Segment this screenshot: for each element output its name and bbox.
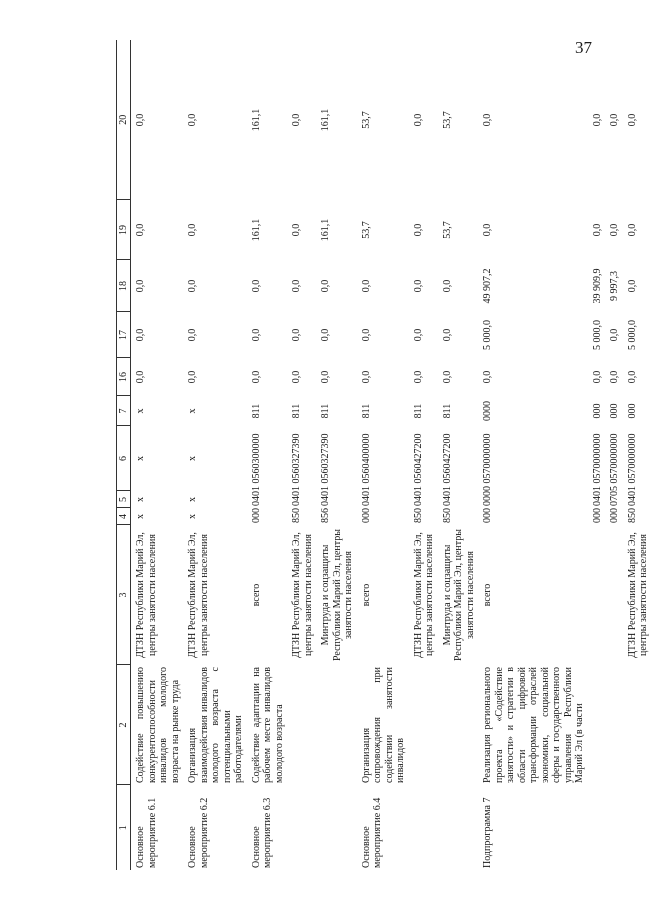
value-col-20-cell: 0,0 xyxy=(412,113,424,127)
target-article-cell: 0560327390 xyxy=(291,433,302,484)
value-col-17-cell: 0,0 xyxy=(412,328,424,342)
column-header: 7 xyxy=(117,396,131,426)
column-header: 6 xyxy=(117,426,131,491)
value-col-17-cell: 0,0 xyxy=(187,328,198,342)
grbs-cell: 000 xyxy=(250,508,262,523)
expense-type-cell: 811 xyxy=(250,403,262,419)
target-article-cell: 0570000000 xyxy=(482,433,493,484)
value-col-19-cell: 161,1 xyxy=(250,218,262,242)
executor-cell: ДТЗН Республики Марий Эл, центры занятости населения xyxy=(135,532,158,658)
column-header: 16 xyxy=(117,358,131,396)
grbs-cell: 000 xyxy=(360,508,372,523)
column-header: 19 xyxy=(117,200,131,260)
expense-type-cell: 000 xyxy=(591,403,603,419)
value-col-18-cell: 0,0 xyxy=(360,279,372,293)
table-row xyxy=(287,40,316,870)
target-article-cell: 0560327390 xyxy=(320,433,331,484)
item-code-cell: Основное мероприятие 6.1 xyxy=(135,797,158,868)
column-header: 1 xyxy=(117,785,131,870)
target-article-cell: 0560427200 xyxy=(441,433,453,484)
item-code-cell: Основное мероприятие 6.2 xyxy=(187,797,210,868)
section-cell: 0401 xyxy=(626,486,638,506)
item-name-cell: Содействие повышению конкурентоспособности инвалидов молодого возраста на рынке труда xyxy=(135,667,181,783)
table-row xyxy=(357,40,409,870)
expense-type-cell: 000 xyxy=(609,403,620,419)
value-col-19-cell: 161,1 xyxy=(320,218,331,242)
value-col-20-cell: 0,0 xyxy=(591,113,603,127)
item-code-cell xyxy=(588,785,606,870)
grbs-cell: 000 xyxy=(591,508,603,523)
value-col-18-cell: 0,0 xyxy=(412,279,424,293)
section-cell: 0401 xyxy=(441,486,453,506)
section-cell: 0401 xyxy=(360,486,372,506)
table-row xyxy=(438,40,479,870)
value-col-20-cell: 0,0 xyxy=(626,113,638,127)
table-row xyxy=(183,40,247,870)
value-col-17-cell: 5 000,0 xyxy=(626,320,638,350)
target-article-cell: х xyxy=(187,456,198,461)
table-row xyxy=(247,40,288,870)
target-article-cell: 0570000000 xyxy=(609,433,620,484)
column-header: 2 xyxy=(117,665,131,785)
column-header: 3 xyxy=(117,525,131,665)
grbs-cell: 000 xyxy=(609,508,620,523)
column-header: 17 xyxy=(117,312,131,358)
item-code-cell: Основное мероприятие 6.4 xyxy=(360,797,383,868)
value-col-16-cell: 0,0 xyxy=(482,370,493,384)
table-row xyxy=(478,40,588,870)
value-col-16-cell: 0,0 xyxy=(412,370,424,384)
expense-type-cell: 811 xyxy=(291,403,302,419)
budget-table xyxy=(116,40,652,870)
expense-type-cell: 000 xyxy=(626,403,638,419)
value-col-20-cell: 0,0 xyxy=(187,113,198,127)
section-cell: х xyxy=(187,497,198,502)
value-col-16-cell: 0,0 xyxy=(320,370,331,384)
item-code-cell xyxy=(409,785,438,870)
item-code-cell xyxy=(605,785,623,870)
table-row xyxy=(316,40,357,870)
executor-cell: ДТЗН Республики Марий Эл, центры занятости населения xyxy=(412,532,435,658)
table-row xyxy=(623,40,652,870)
item-code-cell xyxy=(438,785,479,870)
target-article-cell: х xyxy=(135,456,146,461)
executor-cell: всего xyxy=(360,583,372,607)
section-cell: 0401 xyxy=(320,486,331,506)
value-col-17-cell: 0,0 xyxy=(320,328,331,342)
value-col-19-cell: 0,0 xyxy=(591,223,603,237)
value-col-19-cell: 53,7 xyxy=(441,221,453,239)
value-col-19-cell: 0,0 xyxy=(291,223,302,237)
column-header: 5 xyxy=(117,491,131,508)
value-col-20-cell: 0,0 xyxy=(482,113,493,127)
value-col-19-cell: 0,0 xyxy=(626,223,638,237)
page-number: 37 xyxy=(575,38,592,57)
value-col-17-cell: 0,0 xyxy=(250,328,262,342)
item-name-cell xyxy=(588,665,606,785)
expense-type-cell: 811 xyxy=(360,403,372,419)
target-article-cell: 0570000000 xyxy=(626,433,638,484)
item-name-cell xyxy=(409,665,438,785)
section-cell: 0401 xyxy=(250,486,262,506)
value-col-17-cell: 0,0 xyxy=(291,328,302,342)
value-col-16-cell: 0,0 xyxy=(626,370,638,384)
expense-type-cell: 811 xyxy=(412,403,424,419)
executor-cell: Минтруда и соцзащиты Республики Марий Эл, центры занятости населения xyxy=(441,529,476,662)
section-cell: 0401 xyxy=(412,486,424,506)
executor-cell xyxy=(588,525,606,665)
section-cell: 0000 xyxy=(482,486,493,506)
item-name-cell xyxy=(287,665,316,785)
value-col-20-cell: 161,1 xyxy=(320,108,331,132)
expense-type-cell: х xyxy=(135,408,146,414)
value-col-16-cell: 0,0 xyxy=(360,370,372,384)
value-col-18-cell: 0,0 xyxy=(187,279,198,293)
value-col-16-cell: 0,0 xyxy=(591,370,603,384)
target-article-cell: 0560400000 xyxy=(360,433,372,484)
column-header: 18 xyxy=(117,260,131,312)
item-name-cell: Организация сопровождения при содействии занятости инвалидов xyxy=(360,667,406,783)
grbs-cell: 856 xyxy=(320,508,331,523)
executor-cell: ДТЗН Республики Марий Эл, центры занятости населения xyxy=(187,532,210,658)
executor-cell: ДТЗН Республики Марий Эл, центры занятости населения xyxy=(291,532,314,658)
section-cell: х xyxy=(135,497,146,502)
value-col-17-cell: 5 000,0 xyxy=(482,320,493,350)
table-body xyxy=(131,40,652,870)
value-col-16-cell: 0,0 xyxy=(609,370,620,384)
value-col-20-cell: 0,0 xyxy=(609,113,620,127)
value-col-16-cell: 0,0 xyxy=(441,370,453,384)
grbs-cell: 850 xyxy=(626,508,638,523)
executor-cell xyxy=(605,525,623,665)
value-col-20-cell: 53,7 xyxy=(360,111,372,129)
value-col-17-cell: 0,0 xyxy=(360,328,372,342)
value-col-16-cell: 0,0 xyxy=(135,370,146,384)
column-header: 20 xyxy=(117,40,131,200)
item-code-cell xyxy=(316,785,357,870)
executor-cell: ДТЗН Республики Марий Эл, центры занятости населения xyxy=(626,532,649,658)
value-col-18-cell: 0,0 xyxy=(441,279,453,293)
grbs-cell: х xyxy=(135,514,146,519)
item-name-cell xyxy=(438,665,479,785)
item-name-cell xyxy=(316,665,357,785)
value-col-18-cell: 9 997,3 xyxy=(609,271,620,301)
value-col-17-cell: 0,0 xyxy=(135,328,146,342)
value-col-19-cell: 53,7 xyxy=(360,221,372,239)
value-col-20-cell: 161,1 xyxy=(250,108,262,132)
target-article-cell: 0570000000 xyxy=(591,433,603,484)
item-name-cell xyxy=(605,665,623,785)
item-code-cell xyxy=(623,785,652,870)
value-col-19-cell: 0,0 xyxy=(412,223,424,237)
table-row xyxy=(588,40,606,870)
value-col-19-cell: 0,0 xyxy=(609,223,620,237)
value-col-19-cell: 0,0 xyxy=(187,223,198,237)
value-col-18-cell: 39 909,9 xyxy=(591,268,603,304)
section-cell: 0401 xyxy=(291,486,302,506)
value-col-18-cell: 0,0 xyxy=(135,279,146,293)
value-col-20-cell: 0,0 xyxy=(135,113,146,127)
table-row xyxy=(605,40,623,870)
value-col-18-cell: 0,0 xyxy=(626,279,638,293)
value-col-16-cell: 0,0 xyxy=(291,370,302,384)
table-row xyxy=(409,40,438,870)
executor-cell: всего xyxy=(482,583,493,607)
item-code-cell: Основное мероприятие 6.3 xyxy=(250,797,273,868)
executor-cell: Минтруда и соцзащиты Республики Марий Эл, центры занятости населения xyxy=(320,529,354,662)
column-header: 4 xyxy=(117,508,131,525)
item-name-cell: Организация взаимодействия инвалидов молодого возраста с потенциальными работодателями xyxy=(187,667,244,783)
grbs-cell: 850 xyxy=(291,508,302,523)
value-col-17-cell: 5 000,0 xyxy=(591,320,603,350)
table-row xyxy=(131,40,184,870)
expense-type-cell: 0000 xyxy=(482,401,493,421)
item-name-cell xyxy=(623,665,652,785)
value-col-18-cell: 49 907,2 xyxy=(482,268,493,304)
value-col-20-cell: 53,7 xyxy=(441,111,453,129)
expense-type-cell: х xyxy=(187,408,198,414)
value-col-18-cell: 0,0 xyxy=(250,279,262,293)
section-cell: 0401 xyxy=(591,486,603,506)
value-col-18-cell: 0,0 xyxy=(320,279,331,293)
rotated-table-container xyxy=(116,40,649,870)
grbs-cell: 850 xyxy=(412,508,424,523)
value-col-20-cell: 0,0 xyxy=(291,113,302,127)
value-col-17-cell: 0,0 xyxy=(609,328,620,342)
item-name-cell: Содействие адаптации на рабочем месте инвалидов молодого возраста xyxy=(250,667,285,783)
grbs-cell: 000 xyxy=(482,508,493,523)
grbs-cell: 850 xyxy=(441,508,453,523)
value-col-19-cell: 0,0 xyxy=(482,223,493,237)
expense-type-cell: 811 xyxy=(441,403,453,419)
grbs-cell: х xyxy=(187,514,198,519)
expense-type-cell: 811 xyxy=(320,403,331,419)
value-col-19-cell: 0,0 xyxy=(135,223,146,237)
item-code-cell xyxy=(287,785,316,870)
target-article-cell: 0560300000 xyxy=(250,433,262,484)
value-col-18-cell: 0,0 xyxy=(291,279,302,293)
section-cell: 0705 xyxy=(609,486,620,506)
value-col-16-cell: 0,0 xyxy=(250,370,262,384)
target-article-cell: 0560427200 xyxy=(412,433,424,484)
value-col-16-cell: 0,0 xyxy=(187,370,198,384)
item-name-cell: Реализация регионального проекта «Содействие занятости» и стратегии в области цифровой трансформации отраслей экономики, социальной сферы и государственного управления Республики Марий Эл (в части xyxy=(482,667,585,783)
column-number-header-row xyxy=(117,40,131,870)
item-code-cell: Подпрограмма 7 xyxy=(482,797,493,868)
value-col-17-cell: 0,0 xyxy=(441,328,453,342)
executor-cell: всего xyxy=(250,583,262,607)
